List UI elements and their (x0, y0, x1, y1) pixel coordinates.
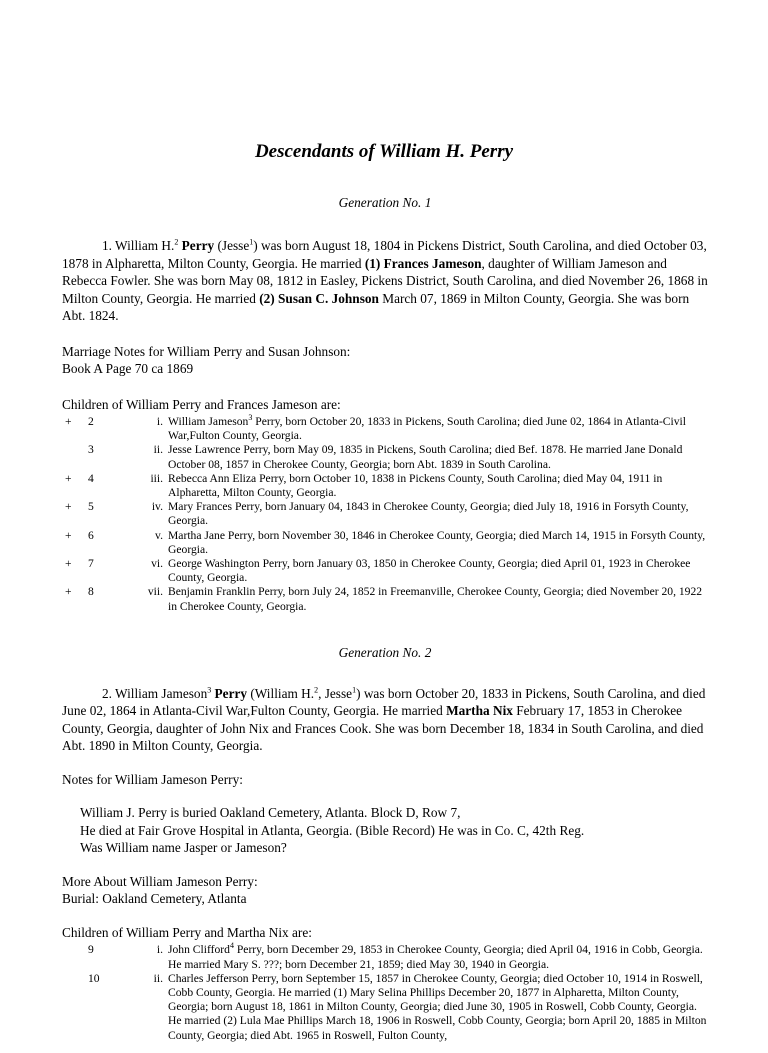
text-segment: March 07, 1869 in Milton County, Georgia. She was born Abt. 1824. (62, 290, 690, 323)
bold-name: Perry (211, 685, 248, 701)
child-entry (62, 443, 708, 471)
superscript: 3 (207, 685, 212, 695)
text-segment: (Jesse (214, 238, 250, 253)
child-number: 2 (88, 415, 94, 428)
more-about (62, 873, 708, 908)
child-entry (62, 585, 708, 613)
text-segment: , daughter of William Jameson and Rebecca Fowler. She was born May 08, 1812 in Easley, Pickens District, South Carolina, and died November 26, 1868 in Milton County, Georgia. He married (62, 255, 708, 306)
child-roman-numeral: iv. (151, 500, 163, 514)
superscript: 2 (174, 237, 179, 247)
text-segment: 2. William Jameson (102, 685, 208, 701)
child-roman-numeral: ii. (153, 971, 163, 985)
child-roman-numeral: vi. (151, 557, 163, 571)
descendant-marker: + (65, 500, 72, 514)
child-entry (62, 529, 708, 557)
child-name: William Jameson (168, 415, 249, 428)
descendant-marker: + (65, 557, 72, 571)
descendant-marker: + (65, 471, 72, 485)
child-roman-numeral: iii. (150, 471, 163, 485)
child-number: 4 (88, 471, 94, 485)
text-segment: February 17, 1853 in Cherokee County, Georgia, daughter of John Nix and Frances Cook. She was born December 18, 1834 in South Carolina, and died Abt. 1890 in Milton County, Georgia. (62, 703, 704, 754)
child-entry (62, 472, 708, 500)
child-details: George Washington Perry, born January 03, 1850 in Cherokee County, Georgia; died April 01, 1923 in Cherokee County, Georgia. (168, 557, 691, 585)
children-list-gen1 (62, 415, 708, 614)
child-entry (62, 557, 708, 585)
bold-name: Martha Nix (446, 703, 513, 719)
child-entry (62, 415, 708, 443)
superscript: 2 (314, 685, 319, 695)
children-heading: Children of William Perry and Frances Jameson are: (62, 396, 341, 412)
note-line: He died at Fair Grove Hospital in Atlanta, Georgia. (Bible Record) He was in Co. C, 42th Reg. (80, 822, 585, 838)
marriage-notes (62, 343, 708, 378)
superscript: 1 (352, 685, 357, 695)
generation-2-heading: Generation No. 2 (338, 644, 432, 660)
generation-superscript: 4 (229, 941, 234, 951)
burial-text: Burial: Oakland Cemetery, Atlanta (62, 891, 247, 907)
child-details: Rebecca Ann Eliza Perry, born October 10, 1838 in Pickens County, South Carolina; died May 04, 1911 in Alpharetta, Milton County, Georgia. (168, 471, 663, 500)
notes-heading: Notes for William Jameson Perry: (62, 771, 243, 787)
child-number: 3 (88, 443, 94, 457)
bold-name: (1) Frances Jameson (364, 255, 482, 271)
generation-superscript: 3 (248, 413, 253, 423)
marriage-notes-text: Book A Page 70 ca 1869 (62, 361, 194, 376)
children-heading: Children of William Perry and Martha Nix are: (62, 924, 312, 940)
descendant-marker: + (65, 585, 72, 599)
child-number: 9 (88, 943, 94, 957)
text-segment: ) was born August 18, 1804 in Pickens District, South Carolina, and died October 03, 1878 in Alpharetta, Milton County, Georgia. He married (62, 238, 707, 271)
child-details: Perry, born October 20, 1833 in Pickens, South Carolina; died June 02, 1864 in Atlanta-Civil War,Fulton County, Georgia. (168, 415, 686, 443)
child-number: 7 (88, 557, 94, 571)
child-details: Perry, born December 29, 1853 in Cherokee County, Georgia; died April 04, 1916 in Cobb, Georgia. He married Mary S. ???; born December 21, 1859; died May 30, 1940 in Georgia. (168, 943, 703, 971)
text-segment: (William H. (247, 685, 315, 701)
children-list-gen2 (62, 943, 708, 1052)
descendant-marker: + (65, 528, 72, 542)
notes-text (80, 804, 708, 857)
superscript: 1 (249, 237, 254, 247)
child-number: 6 (88, 528, 94, 542)
child-roman-numeral: v. (155, 528, 163, 542)
child-number: 10 (88, 971, 100, 985)
document-title: Descendants of William H. Perry (254, 141, 514, 162)
note-line: William J. Perry is buried Oakland Cemetery, Atlanta. Block D, Row 7, (80, 805, 461, 821)
child-details: Martha Jane Perry, born November 30, 1846 in Cherokee County, Georgia; died March 14, 1915 in Forsyth County, Georgia. (168, 528, 706, 556)
child-name: John Clifford (168, 943, 230, 957)
child-roman-numeral: vii. (147, 585, 163, 599)
child-details: Charles Jefferson Perry, born September 15, 1857 in Cherokee County, Georgia; died October 10, 1914 in Roswell, Cobb County, Georgia. He married (1) Mary Selina Phillips December 20, 1877 in Alpharetta, Milton County, Georgia; born August 18, 1861 in Milton County, Georgia; died June 30, 1905 in Roswell, Cobb County, Georgia. He married (2) Lula Mae Phillips March 18, 1906 in Roswell, Cobb County, Georgia; born April 20, 1885 in Milton County, Georgia; died Abt. 1965 in Roswell, Fulton County, (168, 971, 707, 1042)
child-details: Jesse Lawrence Perry, born May 09, 1835 in Pickens, South Carolina; died Bef. 1878. He married Jane Donald October 08, 1857 in Cherokee County, Georgia; born Abt. 1839 in South Carolina. (168, 443, 683, 471)
text-segment: , Jesse (318, 685, 353, 701)
descendant-marker: + (65, 415, 72, 428)
child-entry (62, 500, 708, 528)
child-number: 8 (88, 585, 94, 599)
child-entry (62, 972, 708, 1043)
child-roman-numeral: i. (156, 415, 163, 428)
bold-name: (2) Susan C. Johnson (259, 290, 379, 306)
more-about-heading: More About William Jameson Perry: (62, 873, 258, 889)
child-roman-numeral: i. (156, 943, 163, 957)
generation-1-heading: Generation No. 1 (338, 195, 432, 210)
person-1-entry (62, 237, 708, 325)
marriage-notes-heading: Marriage Notes for William Perry and Susan Johnson: (62, 343, 351, 359)
child-details: Mary Frances Perry, born January 04, 1843 in Cherokee County, Georgia; died July 18, 1916 in Forsyth County, Georgia. (168, 500, 689, 528)
document-page (62, 194, 708, 1053)
child-entry (62, 943, 708, 971)
child-details: Benjamin Franklin Perry, born July 24, 1852 in Freemanville, Cherokee County, Georgia; died November 20, 1922 in Cherokee County, Georgia. (168, 585, 703, 613)
child-number: 5 (88, 500, 94, 514)
person-2-entry (62, 685, 708, 755)
child-roman-numeral: ii. (153, 443, 163, 457)
note-line: Was William name Jasper or Jameson? (80, 840, 287, 856)
bold-name: Perry (178, 238, 215, 253)
text-segment: 1. William H. (102, 238, 175, 253)
text-segment: ) was born October 20, 1833 in Pickens, South Carolina, and died June 02, 1864 in Atlanta-Civil War,Fulton County, Georgia. He married (62, 685, 706, 719)
